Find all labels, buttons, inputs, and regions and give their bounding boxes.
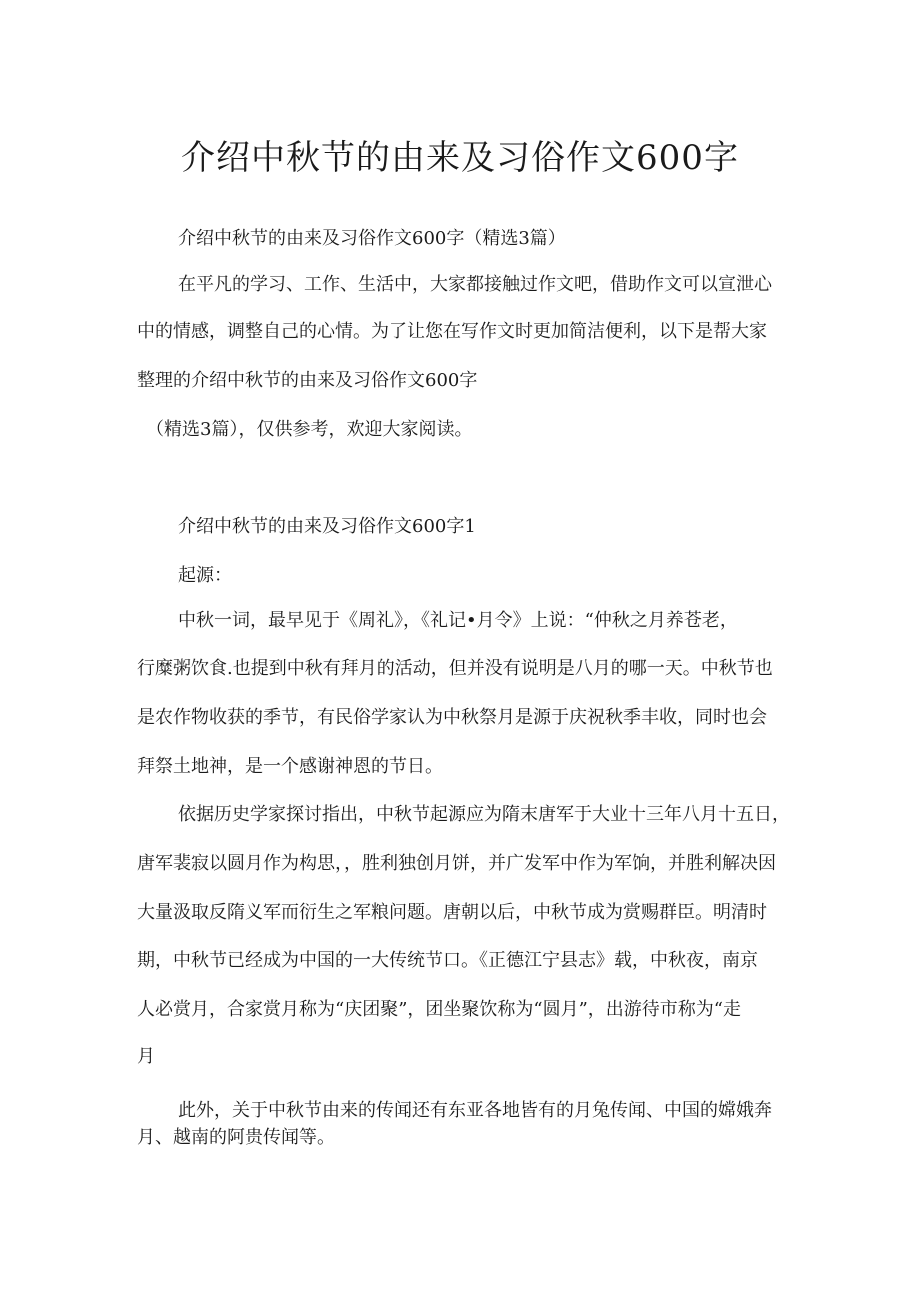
paragraph-line: 是农作物收获的季节，有民俗学家认为中秋祭月是源于庆祝秋季丰收，同时也会 <box>137 707 767 728</box>
document-title: 介绍中秋节的由来及习俗作文600字 <box>181 138 739 178</box>
intro-line: （精选3篇），仅供参考，欢迎大家阅读。 <box>146 419 473 440</box>
paragraph-line: 大量汲取反隋义军而衍生之军粮问题。唐朝以后，中秋节成为赏赐群臣。明清时 <box>137 902 767 923</box>
paragraph-line: 中秋一词，最早见于《周礼》，《礼记•月令》上说：“仲秋之月养苍老， <box>178 610 738 631</box>
essay-heading: 介绍中秋节的由来及习俗作文600字1 <box>178 516 476 537</box>
intro-line: 中的情感，调整自己的心情。为了让您在写作文时更加简洁便利，以下是帮大家 <box>137 321 767 342</box>
paragraph-line: 拜祭土地神，是一个感谢神恩的节日。 <box>137 756 443 777</box>
paragraph-line: 月 <box>137 1046 155 1067</box>
paragraph-line: 期，中秋节已经成为中国的一大传统节口。《正德江宁县志》载，中秋夜，南京 <box>137 950 758 971</box>
paragraph-line: 唐军裴寂以圆月作为构思，，胜利独创月饼，并广发军中作为军饷，并胜利解决因 <box>137 853 776 874</box>
paragraph-line: 依据历史学家探讨指出，中秋节起源应为隋末唐军于大业十三年八月十五日， <box>178 804 790 825</box>
intro-line: 在平凡的学习、工作、生活中，大家都接触过作文吧，借助作文可以宣泄心 <box>178 274 772 295</box>
paragraph-line: 行糜粥饮食.也提到中秋有拜月的活动，但并没有说明是八月的哪一天。中秋节也 <box>137 658 773 679</box>
intro-line: 整理的介绍中秋节的由来及习俗作文600字 <box>137 370 478 391</box>
paragraph-line: 月、越南的阿贵传闻等。 <box>137 1127 335 1148</box>
document-subtitle: 介绍中秋节的由来及习俗作文600字（精选3篇） <box>178 228 566 249</box>
paragraph-line: 此外，关于中秋节由来的传闻还有东亚各地皆有的月兔传闻、中国的嫦娥奔 <box>178 1100 772 1121</box>
paragraph-line: 人必赏月，合家赏月称为“庆团聚”，团坐聚饮称为“圆月”，出游待市称为“走 <box>137 999 742 1020</box>
origin-label: 起源： <box>178 565 232 586</box>
